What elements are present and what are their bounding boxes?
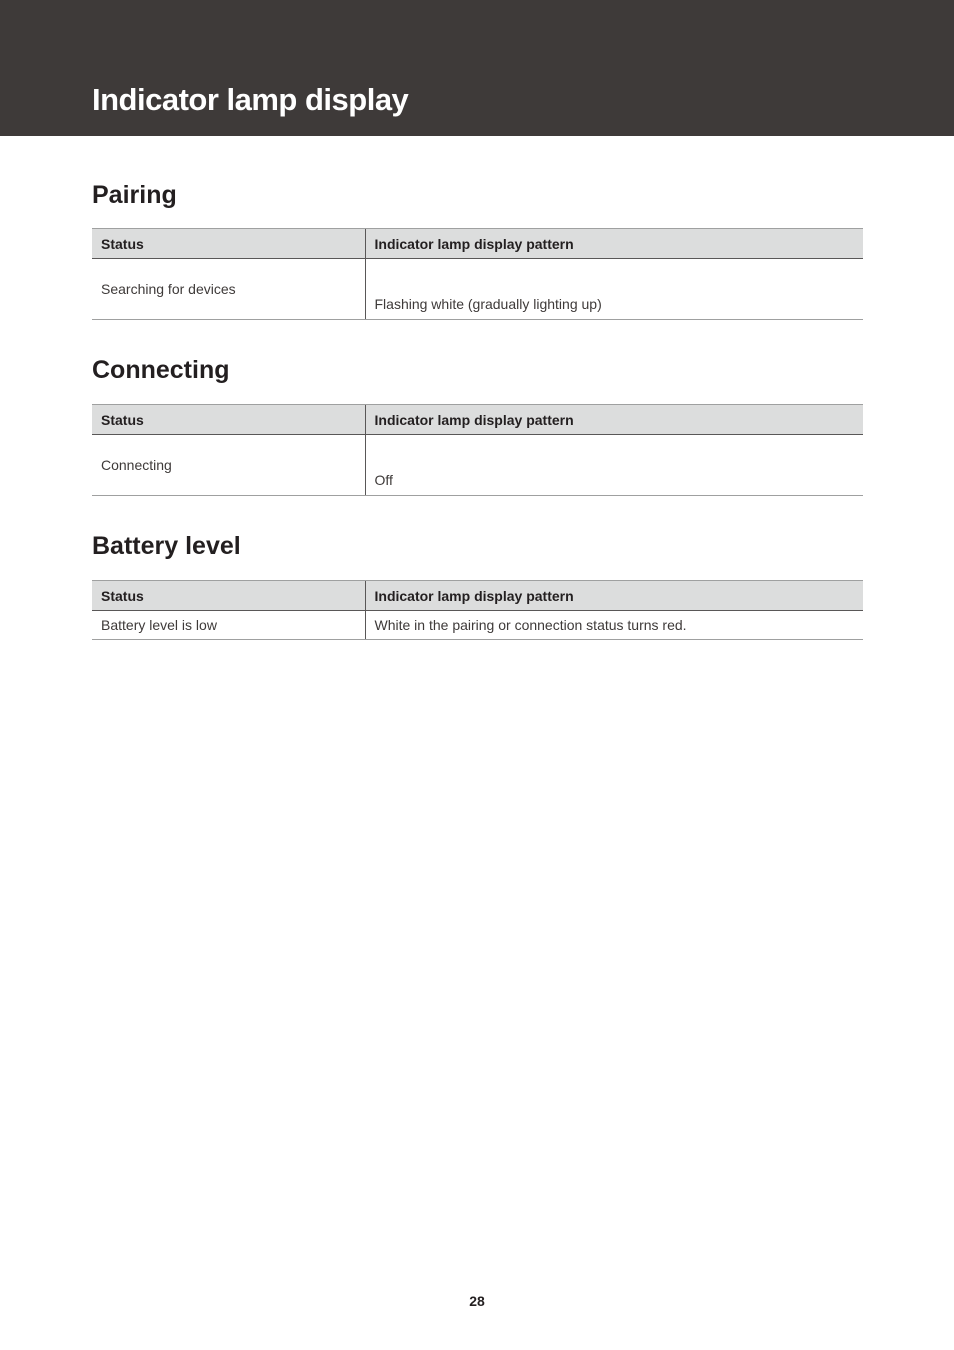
pattern-cell: Flashing white (gradually lighting up) xyxy=(365,259,863,320)
status-cell: Searching for devices xyxy=(92,259,365,320)
column-header-pattern: Indicator lamp display pattern xyxy=(365,229,863,259)
battery-level-table xyxy=(92,580,863,640)
column-header-pattern: Indicator lamp display pattern xyxy=(365,405,863,435)
pattern-cell: Off xyxy=(365,435,863,496)
header-band xyxy=(0,0,954,136)
pattern-cell: White in the pairing or connection status turns red. xyxy=(365,611,863,640)
column-header-status: Status xyxy=(92,581,365,611)
column-header-status: Status xyxy=(92,229,365,259)
connecting-table xyxy=(92,404,863,496)
table-header-row xyxy=(92,405,863,435)
section-heading-battery-level: Battery level xyxy=(92,532,241,560)
status-cell: Battery level is low xyxy=(92,611,365,640)
table-header-row xyxy=(92,581,863,611)
status-cell: Connecting xyxy=(92,435,365,496)
page-title: Indicator lamp display xyxy=(92,82,409,117)
column-header-pattern: Indicator lamp display pattern xyxy=(365,581,863,611)
table-row xyxy=(92,611,863,640)
column-header-status: Status xyxy=(92,405,365,435)
pairing-table xyxy=(92,228,863,320)
section-heading-pairing: Pairing xyxy=(92,181,177,209)
table-row xyxy=(92,435,863,496)
table-row xyxy=(92,259,863,320)
section-heading-connecting: Connecting xyxy=(92,356,230,384)
page-number: 28 xyxy=(469,1293,485,1309)
table-header-row xyxy=(92,229,863,259)
